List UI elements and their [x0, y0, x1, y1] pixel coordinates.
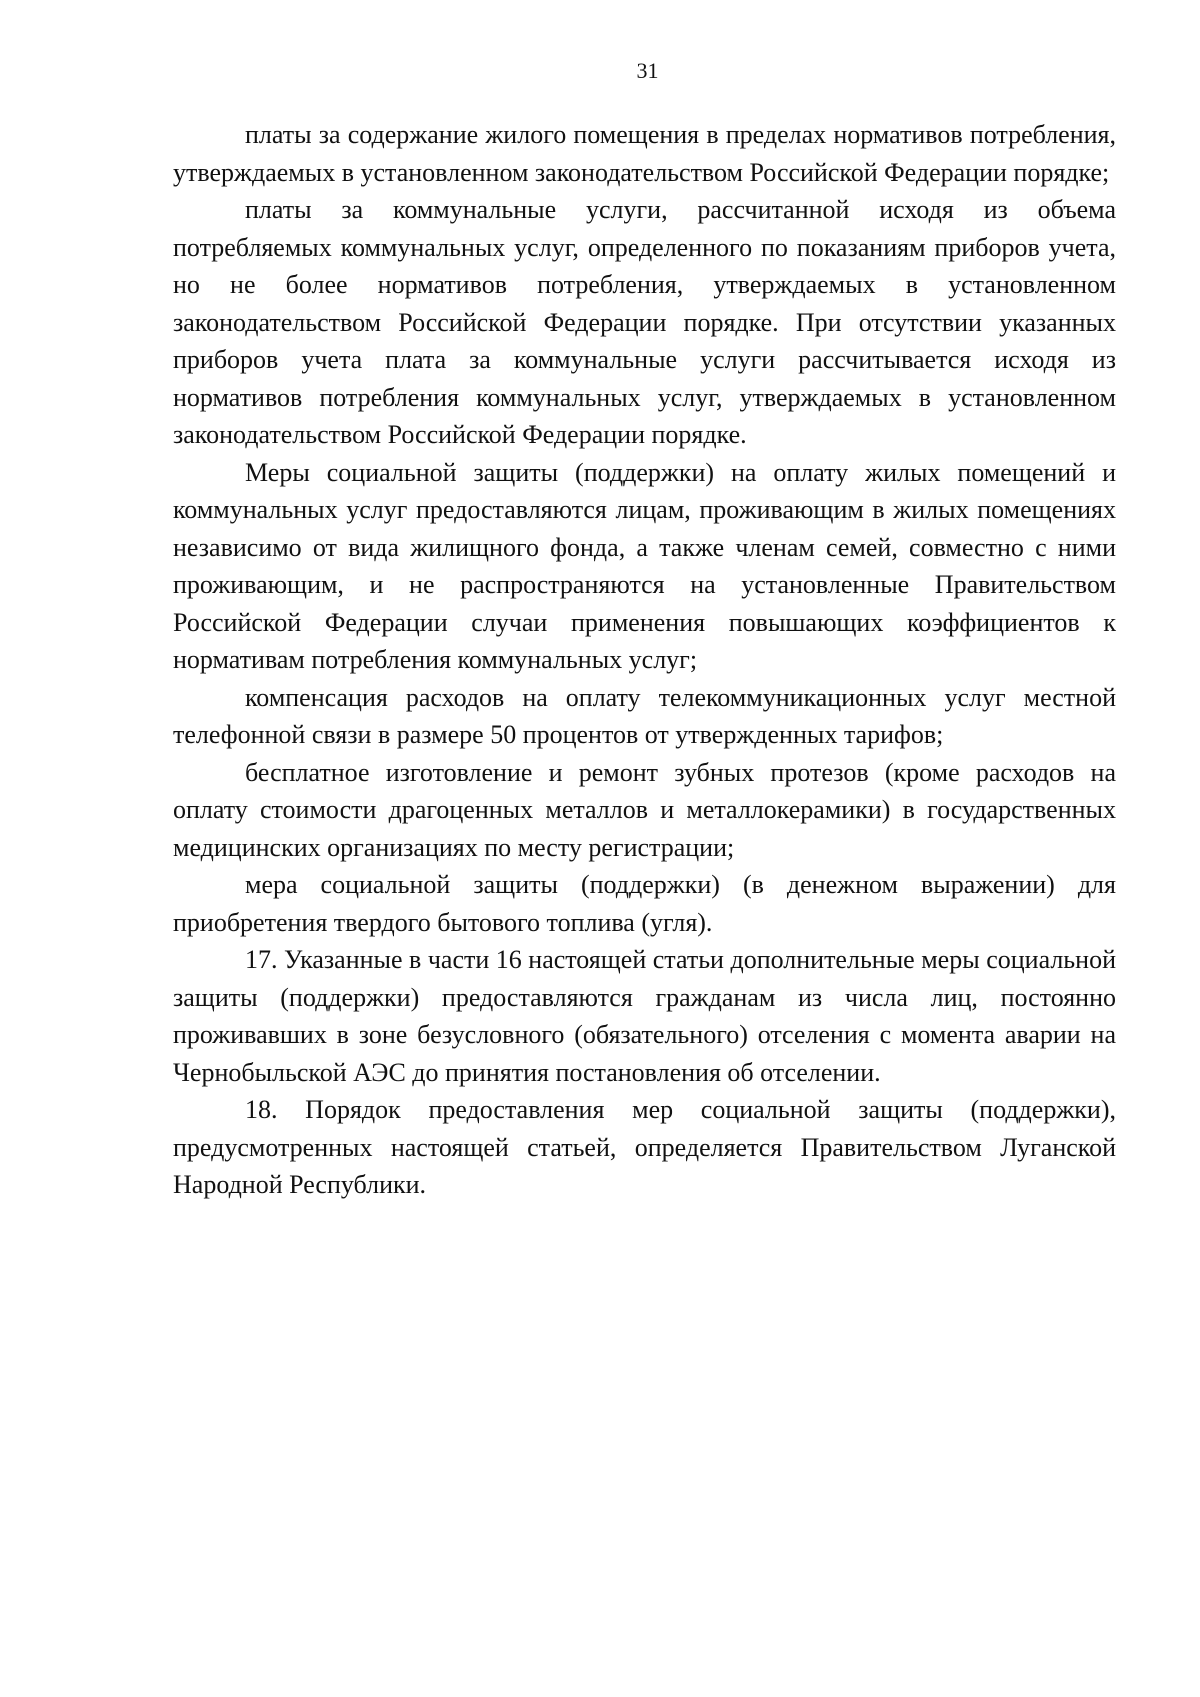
paragraph-telephone-compensation: компенсация расходов на оплату телекоммуникационных услуг местной телефонной связи в размере 50 процентов от утвержденных тарифов; — [173, 682, 1116, 749]
paragraph-housing-fee: платы за содержание жилого помещения в пределах нормативов потребления, утверждаемых в установленном законодательством Российской Федерации порядке; — [173, 120, 1116, 187]
paragraph-solid-fuel: мера социальной защиты (поддержки) (в денежном выражении) для приобретения твердого бытового топлива (угля). — [173, 870, 1116, 937]
paragraph-support-measures: Меры социальной защиты (поддержки) на оплату жилых помещений и коммунальных услуг предоставляются лицам, проживающим в жилых помещениях независимо от вида жилищного фонда, а также членам семей, совместно с ними проживающим, и не распространяются на установленные Правительством Российской Федерации случаи применения повышающих коэффициентов к нормативам потребления коммунальных услуг; — [173, 457, 1116, 674]
document-body — [173, 116, 1116, 1204]
page-number: 31 — [636, 58, 659, 83]
paragraph-dental-prosthetics: бесплатное изготовление и ремонт зубных протезов (кроме расходов на оплату стоимости драгоценных металлов и металлокерамики) в государственных медицинских организациях по месту регистрации; — [173, 757, 1116, 862]
paragraph-clause-18: 18. Порядок предоставления мер социальной защиты (поддержки), предусмотренных настоящей статьей, определяется Правительством Луганской Народной Республики. — [173, 1095, 1116, 1199]
paragraph-clause-17: 17. Указанные в части 16 настоящей статьи дополнительные меры социальной защиты (поддержки) предоставляются гражданам из числа лиц, постоянно проживавших в зоне безусловного (обязательного) отселения с момента аварии на Чернобыльской АЭС до принятия постановления об отселении. — [173, 945, 1116, 1087]
paragraph-utilities-fee: платы за коммунальные услуги, рассчитанной исходя из объема потребляемых коммунальных услуг, определенного по показаниям приборов учета, но не более нормативов потребления, утверждаемых в установленном законодательством Российской Федерации порядке. При отсутствии указанных приборов учета плата за коммунальные услуги рассчитывается исходя из нормативов потребления коммунальных услуг, утверждаемых в установленном законодательством Российской Федерации порядке. — [173, 195, 1116, 449]
